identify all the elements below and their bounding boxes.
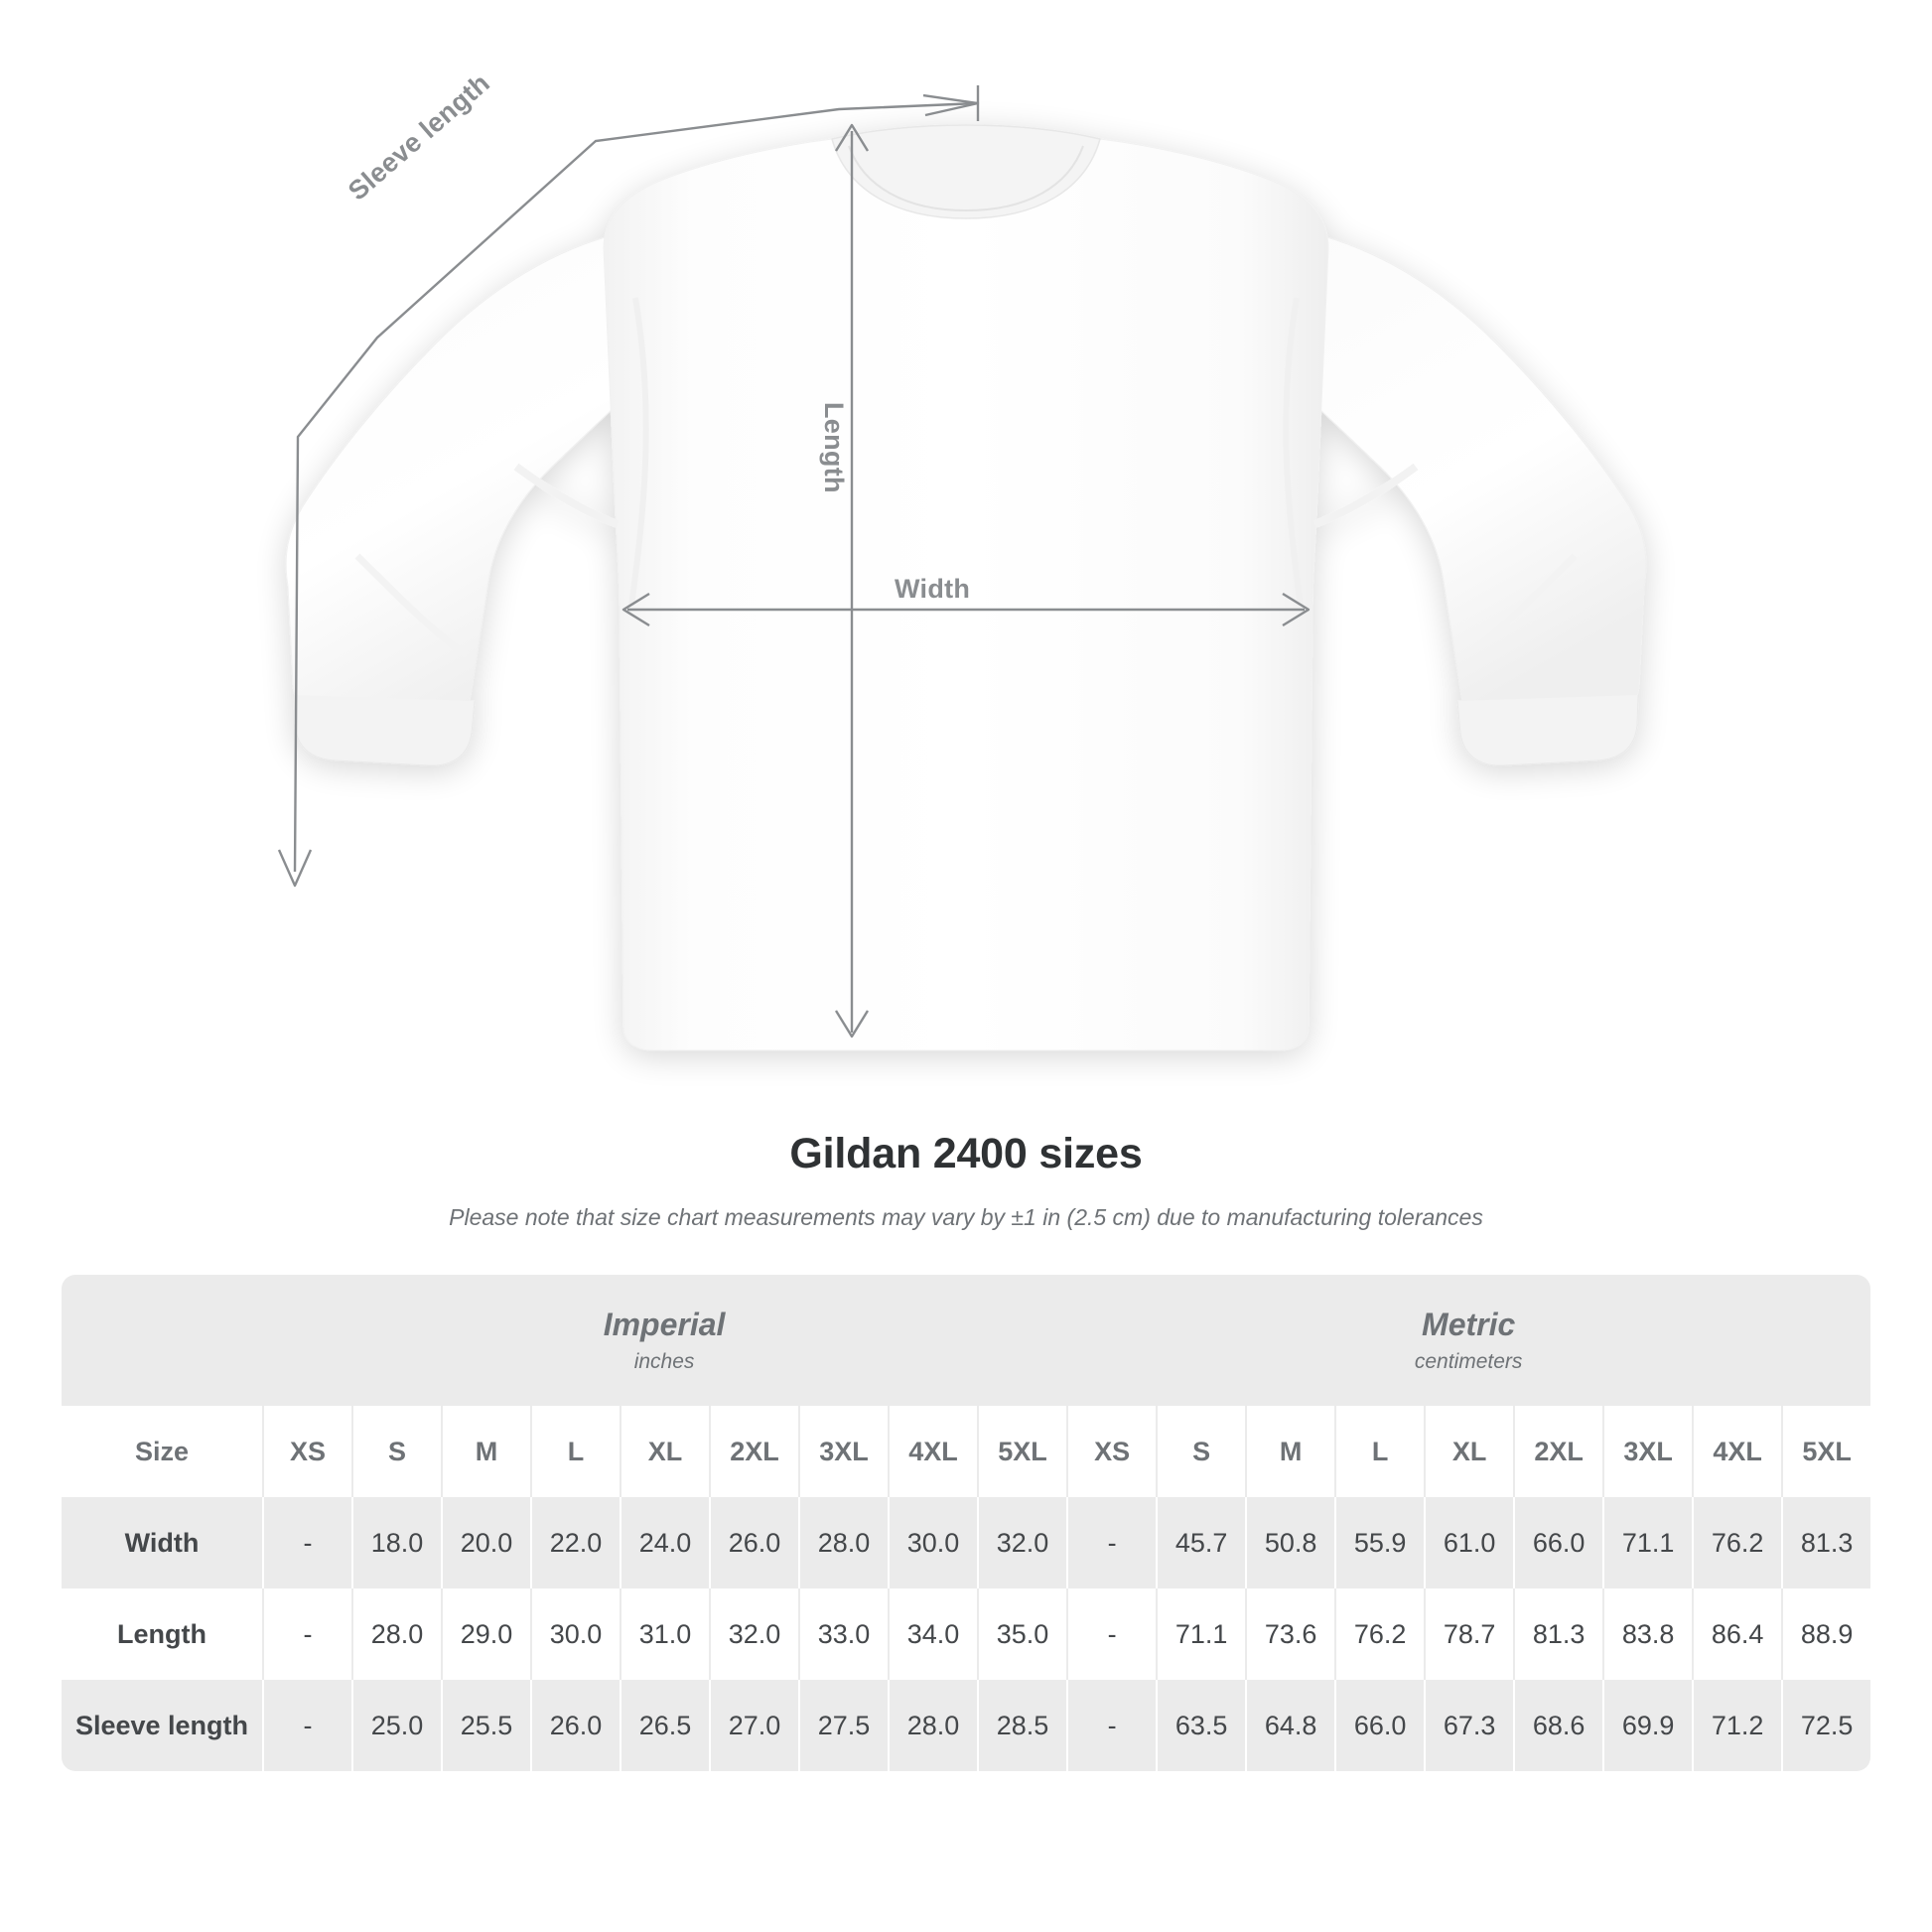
size-header-imperial-m: M xyxy=(441,1406,530,1497)
size-header-metric-xs: XS xyxy=(1066,1406,1156,1497)
cell-sleeve-metric-5xl: 72.5 xyxy=(1781,1680,1870,1771)
cell-length-imperial-2xl: 32.0 xyxy=(709,1588,798,1680)
cell-length-imperial-4xl: 34.0 xyxy=(888,1588,977,1680)
cell-length-imperial-xs: - xyxy=(262,1588,351,1680)
cell-length-imperial-xl: 31.0 xyxy=(620,1588,709,1680)
size-header-imperial-s: S xyxy=(351,1406,441,1497)
size-label-cell: Size xyxy=(62,1406,262,1497)
cell-sleeve-imperial-4xl: 28.0 xyxy=(888,1680,977,1771)
cell-length-metric-s: 71.1 xyxy=(1156,1588,1245,1680)
row-label-width: Width xyxy=(62,1497,262,1588)
cell-length-metric-xl: 78.7 xyxy=(1424,1588,1513,1680)
cell-sleeve-metric-3xl: 69.9 xyxy=(1602,1680,1692,1771)
size-header-metric-4xl: 4XL xyxy=(1692,1406,1781,1497)
unit-sub-metric: centimeters xyxy=(1414,1350,1523,1374)
size-header-metric-xl: XL xyxy=(1424,1406,1513,1497)
size-header-metric-2xl: 2XL xyxy=(1513,1406,1602,1497)
unit-header-row xyxy=(62,1275,1870,1406)
cell-sleeve-metric-xl: 67.3 xyxy=(1424,1680,1513,1771)
cell-sleeve-metric-2xl: 68.6 xyxy=(1513,1680,1602,1771)
cell-sleeve-imperial-s: 25.0 xyxy=(351,1680,441,1771)
cell-length-metric-5xl: 88.9 xyxy=(1781,1588,1870,1680)
length-label: Length xyxy=(819,402,849,493)
cell-sleeve-imperial-xl: 26.5 xyxy=(620,1680,709,1771)
cell-width-metric-4xl: 76.2 xyxy=(1692,1497,1781,1588)
cell-width-metric-l: 55.9 xyxy=(1334,1497,1424,1588)
cell-width-imperial-xs: - xyxy=(262,1497,351,1588)
size-chart-table xyxy=(62,1275,1870,1771)
cell-sleeve-metric-m: 64.8 xyxy=(1245,1680,1334,1771)
unit-header-metric xyxy=(1066,1275,1870,1406)
cell-width-metric-xl: 61.0 xyxy=(1424,1497,1513,1588)
cell-width-imperial-l: 22.0 xyxy=(530,1497,620,1588)
cell-length-metric-2xl: 81.3 xyxy=(1513,1588,1602,1680)
cell-length-metric-l: 76.2 xyxy=(1334,1588,1424,1680)
cell-length-imperial-l: 30.0 xyxy=(530,1588,620,1680)
cell-width-metric-5xl: 81.3 xyxy=(1781,1497,1870,1588)
cell-sleeve-imperial-m: 25.5 xyxy=(441,1680,530,1771)
size-header-imperial-3xl: 3XL xyxy=(798,1406,888,1497)
cell-length-metric-m: 73.6 xyxy=(1245,1588,1334,1680)
table-row xyxy=(62,1497,1870,1588)
size-header-imperial-xs: XS xyxy=(262,1406,351,1497)
cell-sleeve-metric-l: 66.0 xyxy=(1334,1680,1424,1771)
unit-corner-cell xyxy=(62,1275,262,1406)
row-label-length: Length xyxy=(62,1588,262,1680)
cell-width-metric-3xl: 71.1 xyxy=(1602,1497,1692,1588)
cell-sleeve-metric-4xl: 71.2 xyxy=(1692,1680,1781,1771)
width-label: Width xyxy=(895,574,971,604)
cell-sleeve-imperial-2xl: 27.0 xyxy=(709,1680,798,1771)
unit-sub-imperial: inches xyxy=(633,1350,695,1374)
size-header-imperial-5xl: 5XL xyxy=(977,1406,1066,1497)
size-header-metric-s: S xyxy=(1156,1406,1245,1497)
cell-width-imperial-5xl: 32.0 xyxy=(977,1497,1066,1588)
cell-sleeve-imperial-xs: - xyxy=(262,1680,351,1771)
cell-length-metric-3xl: 83.8 xyxy=(1602,1588,1692,1680)
cell-length-metric-xs: - xyxy=(1066,1588,1156,1680)
size-header-metric-m: M xyxy=(1245,1406,1334,1497)
cell-width-imperial-s: 18.0 xyxy=(351,1497,441,1588)
cell-width-imperial-2xl: 26.0 xyxy=(709,1497,798,1588)
cell-width-metric-m: 50.8 xyxy=(1245,1497,1334,1588)
cell-sleeve-imperial-3xl: 27.5 xyxy=(798,1680,888,1771)
size-header-imperial-4xl: 4XL xyxy=(888,1406,977,1497)
cell-length-imperial-5xl: 35.0 xyxy=(977,1588,1066,1680)
unit-name-imperial: Imperial xyxy=(603,1306,726,1342)
title-block xyxy=(0,1130,1932,1231)
cell-width-imperial-xl: 24.0 xyxy=(620,1497,709,1588)
size-header-imperial-2xl: 2XL xyxy=(709,1406,798,1497)
cell-width-imperial-3xl: 28.0 xyxy=(798,1497,888,1588)
size-header-metric-5xl: 5XL xyxy=(1781,1406,1870,1497)
table-row xyxy=(62,1588,1870,1680)
cell-sleeve-imperial-l: 26.0 xyxy=(530,1680,620,1771)
unit-header-imperial xyxy=(262,1275,1066,1406)
cell-sleeve-imperial-5xl: 28.5 xyxy=(977,1680,1066,1771)
cell-width-imperial-4xl: 30.0 xyxy=(888,1497,977,1588)
size-header-row xyxy=(62,1406,1870,1497)
unit-name-metric: Metric xyxy=(1422,1306,1516,1342)
tolerance-note: Please note that size chart measurements may vary by ±1 in (2.5 cm) due to manufacturing tolerances xyxy=(449,1204,1483,1230)
cell-width-metric-xs: - xyxy=(1066,1497,1156,1588)
cell-length-imperial-m: 29.0 xyxy=(441,1588,530,1680)
cell-length-metric-4xl: 86.4 xyxy=(1692,1588,1781,1680)
cell-sleeve-metric-s: 63.5 xyxy=(1156,1680,1245,1771)
cell-width-metric-2xl: 66.0 xyxy=(1513,1497,1602,1588)
size-header-imperial-xl: XL xyxy=(620,1406,709,1497)
size-table-wrap xyxy=(62,1275,1870,1771)
cell-length-imperial-3xl: 33.0 xyxy=(798,1588,888,1680)
cell-width-imperial-m: 20.0 xyxy=(441,1497,530,1588)
page-title: Gildan 2400 sizes xyxy=(789,1130,1143,1177)
size-header-metric-l: L xyxy=(1334,1406,1424,1497)
size-header-imperial-l: L xyxy=(530,1406,620,1497)
row-label-sleeve-length: Sleeve length xyxy=(62,1680,262,1771)
cell-width-metric-s: 45.7 xyxy=(1156,1497,1245,1588)
size-header-metric-3xl: 3XL xyxy=(1602,1406,1692,1497)
cell-length-imperial-s: 28.0 xyxy=(351,1588,441,1680)
table-row xyxy=(62,1680,1870,1771)
cell-sleeve-metric-xs: - xyxy=(1066,1680,1156,1771)
sleeve-length-label: Sleeve length xyxy=(343,68,495,207)
